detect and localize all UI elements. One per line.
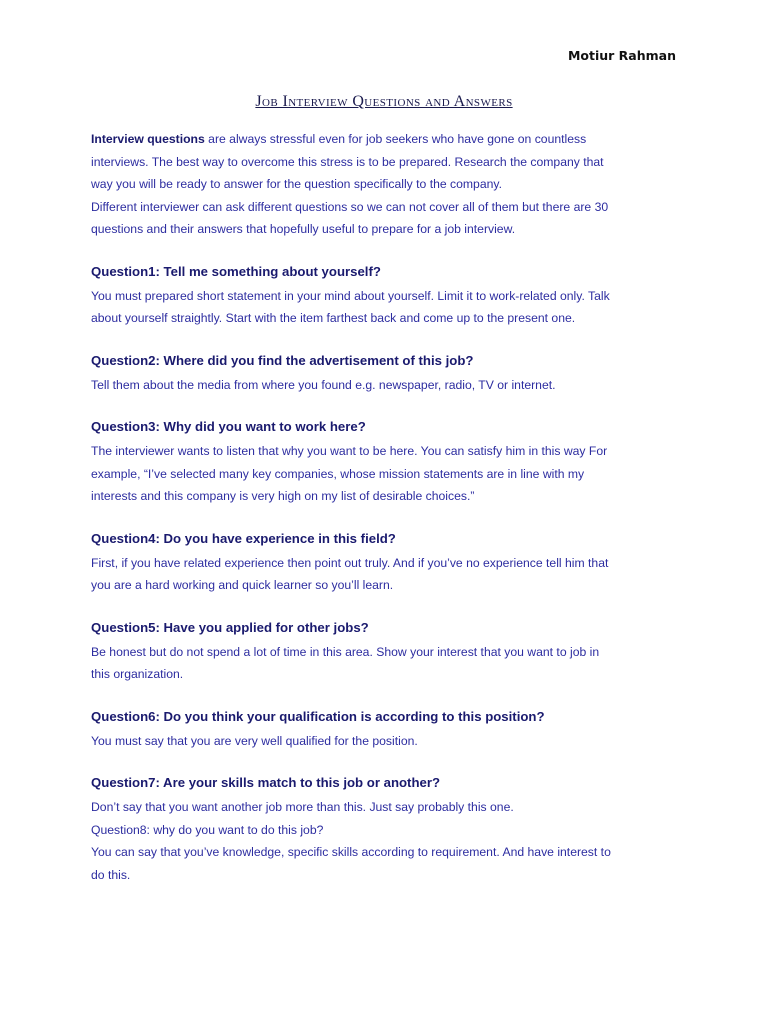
question-heading: Question7: Are your skills match to this job or another? bbox=[91, 775, 441, 790]
question-block-7 bbox=[91, 774, 621, 886]
intro-text-2: Different interviewer can ask different questions so we can not cover all of them but there are 30 questions and their answers that hopefully useful to prepare for a job interview. bbox=[91, 199, 609, 236]
question-block-5 bbox=[91, 619, 621, 686]
intro-paragraph bbox=[91, 128, 621, 241]
question-heading: Question6: Do you think your qualification is according to this position? bbox=[91, 708, 545, 724]
document-body bbox=[91, 128, 621, 886]
question-block-6 bbox=[91, 708, 621, 753]
question-heading: Question1: Tell me something about yourself? bbox=[91, 263, 381, 279]
answer-text: First, if you have related experience then point out truly. And if you’ve no experience tell him that you are a hard working and quick learner so you’ll learn. bbox=[91, 555, 609, 592]
answer-line: Don’t say that you want another job more than this. Just say probably this one. bbox=[91, 800, 514, 814]
answer-text: Tell them about the media from where you found e.g. newspaper, radio, TV or internet. bbox=[91, 377, 556, 392]
answer-text: The interviewer wants to listen that why you want to be here. You can satisfy him in this way For example, “I’ve selected many key companies, whose mission statements are in line with my interests and this company is very high on my list of desirable choices.” bbox=[91, 444, 608, 503]
answer-text: You must say that you are very well qualified for the position. bbox=[91, 733, 418, 748]
question8-inline: Question8: why do you want to do this job? bbox=[91, 822, 324, 837]
question-heading: Question4: Do you have experience in this field? bbox=[91, 530, 396, 546]
document-title: Job Interview Questions and Answers bbox=[255, 93, 513, 110]
question-heading: Question5: Have you applied for other jobs? bbox=[91, 619, 369, 635]
question-block-1 bbox=[91, 263, 621, 330]
answer-text: Be honest but do not spend a lot of time in this area. Show your interest that you want to job in this organization. bbox=[91, 644, 600, 681]
intro-bold-lead: Interview questions bbox=[91, 132, 205, 146]
answer-text bbox=[91, 796, 621, 886]
author-name: Motiur Rahman bbox=[567, 48, 676, 63]
question-block-2 bbox=[91, 352, 621, 397]
answer-text: You must prepared short statement in your mind about yourself. Limit it to work-related only. Talk about yourself straightly. Start with the item farthest back and come up to the present one. bbox=[91, 288, 610, 325]
intro-text: are always stressful even for job seekers who have gone on countless interviews. The best way to overcome this stress is to be prepared. Research the company that way you will be ready to answer for the question specifically to the company. bbox=[91, 132, 604, 191]
question-block-4 bbox=[91, 530, 621, 597]
question-block-3 bbox=[91, 418, 621, 508]
question-heading: Question3: Why did you want to work here? bbox=[91, 419, 366, 434]
question-heading: Question2: Where did you find the advertisement of this job? bbox=[91, 352, 474, 368]
answer-line: You can say that you’ve knowledge, specific skills according to requirement. And have interest to do this. bbox=[91, 845, 611, 882]
